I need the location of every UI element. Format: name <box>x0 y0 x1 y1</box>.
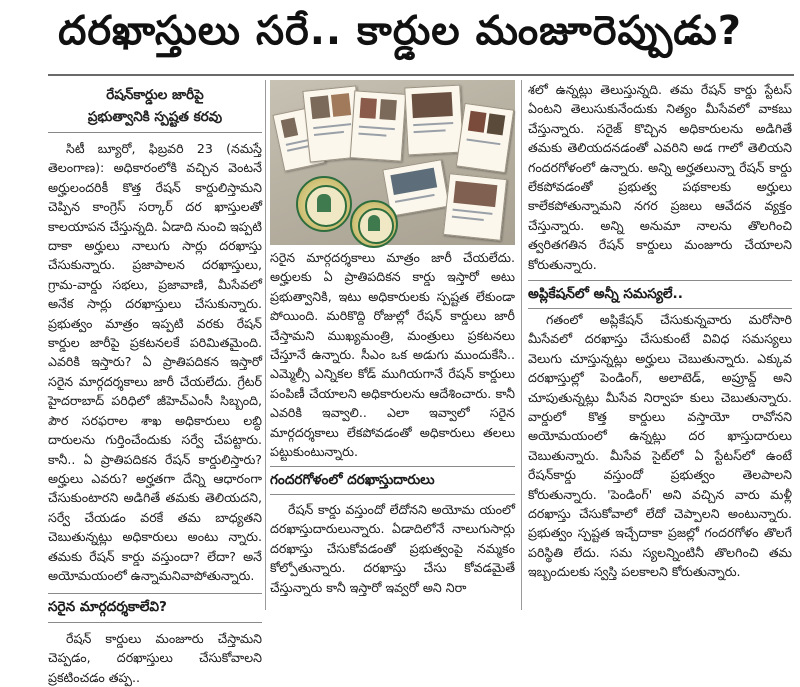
column-2-tail-wrap <box>270 500 515 610</box>
column-divider <box>265 80 266 610</box>
column-3-subhead-wrap <box>528 280 792 309</box>
subhead-applicants-confused: గందరగోళంలో దరఖాస్తుదారులు <box>270 466 515 495</box>
column-1-paragraph: సిటీ బ్యూరో, ఫిబ్రవరి 23 (నమస్తే తెలంగాణ): అధికారంలోకి వచ్చిన వెంటనే అర్హులందరికీ కొత్త రేషన్ కార్డులిస్తామని చెప్పిన కాంగ్రెస్ సర్కార్ దర ఖాస్తులతో కాలయాపన చేస్తున్నది. ఏడాది నుంచి ఇప్పటి దాకా అర్హులు నాలుగు సార్లు దరఖాస్తు చేసుకున్నారు. ప్రజాపాలన దరఖాస్తులు, గ్రామ-వార్డు సభలు, ప్రజావాణి, మీసేవలో అనేక సార్లు దరఖాస్తులు చేసుకున్నారు. ప్రభుత్వం మాత్రం ఇప్పటి వరకు రేషన్ కార్డుల జారీపై ప్రకటనలకే పరిమితమైంది. ఎవరికి ఇస్తారు? ఏ ప్రాతిపదికన ఇస్తారో సరైన మార్గదర్శకాలు జారీ చేయలేదు. గ్రేటర్ హైదరాబాద్ పరిధిలో జీహెచ్ఎంసీ సిబ్బంది, పౌర సరఫరాల శాఖ అధికారులు లబ్ధి దారులను గుర్తించేందుకు సర్వే చేపట్టారు. కానీ.. ఏ ప్రాతిపదికన రేషన్ కార్డులిస్తారు? అర్హులు ఎవరు? అర్హతగా దేన్ని ఆధారంగా చేసుకుంటారని అడిగితే తమకు తెలియదని, సర్వే చేయడం వరకే తమ బాధ్యతని చెబుతున్నట్లు అధికారులు అంటు న్నారు. తమకు రేషన్ కార్డు వస్తుందా? లేదా? అనే అయోమయంలో ఉన్నామనివాపోతున్నారు. <box>48 141 262 583</box>
subhead-application-problems: అప్లికేషన్‌లో అన్నీ సమస్యలే.. <box>528 280 792 309</box>
ration-card <box>350 90 407 161</box>
column-1-tail: రేషన్ కార్డులు మంజూరు చేస్తామని చెప్పడం, దరఖాస్తులు చేసుకోవాలని ప్రకటించడం తప్ప.. <box>48 630 262 685</box>
kicker <box>48 84 262 133</box>
ration-card <box>404 85 463 156</box>
headline-rule <box>48 74 794 76</box>
column-2-paragraph: సరైన మార్గదర్శకాలు మాత్రం జారీ చేయలేదు. అర్హులకు ఏ ప్రాతిపదికన కార్డు ఇస్తారో అటు ప్రభుత్వానికి, ఇటు అధికారులకు స్పష్టత లేకుండా పోయింది. మరికొద్ది రోజుల్లో రేషన్ కార్డులు జారీ చేస్తామని ముఖ్యమంత్రి, మంత్రులు ప్రకటనలు చేస్తూనే ఉన్నారు. సీఎం ఒక అడుగు ముందుకేసి.. ఎమ్మెల్సీ ఎన్నికల కోడ్ ముగియగానే రేషన్ కార్డులు పంపిణీ చేయాలని అధికారులను ఆదేశించారు. కానీ ఎవరికి ఇవ్వాలి.. ఎలా ఇవ్వాలో సరైన మార్గదర్శకాలు లేకపోవడంతో అధికారులు తలలు పట్టుకుంటున్నారు. <box>270 250 515 460</box>
column-3-tail: గతంలో అప్లికేషన్ చేసుకున్నవారు మరోసారి మీసేవలో దరఖాస్తు చేసుకుంటే వివిధ సమస్యలు వెలుగు చూస్తున్నట్లు అర్హులు చెబుతున్నారు. ఎక్కువ దరఖాస్తుల్లో పెండింగ్, అలాటెడ్, అప్రూవ్డ్ అని చూపుతున్నట్లు మీసేవ నిర్వాహ కులు చెబుతున్నారు. వార్డులో కొత్త కార్డులు వస్తాయో రావోనని అయోమయంలో ఉన్నట్లు దర ఖాస్తుదారులు చెబుతున్నారు. మీసేవ సైట్‌లో ఏ స్టేటస్‌లో ఉంటే రేషన్‌కార్డు వస్తుందో ప్రభుత్వం తెలపాలని కోరుతున్నారు. 'పెండింగ్' అని వచ్చిన వారు మళ్లీ దరఖాస్తు చేసుకోవాలో లేదో చెప్పాలని అంటున్నారు. ప్రభుత్వం స్పష్టత ఇచ్చేదాకా ప్రజల్లో గందరగోళం తొలగే పరిస్థితి లేదు. సమ స్యలన్నింటినీ తొలగించి తమ ఇబ్బందులకు స్వస్తి పలకాలని కోరుతున్నారు. <box>528 312 792 580</box>
telangana-seal-icon <box>296 176 352 232</box>
kicker-line-2: ప్రభుత్వానికి స్పష్టత కరవు <box>87 109 223 125</box>
ration-card <box>456 103 514 173</box>
column-3 <box>528 80 792 276</box>
column-3-tail-wrap <box>528 310 792 610</box>
ration-cards-photo <box>270 80 515 245</box>
ration-card <box>443 173 507 241</box>
headline: దరఖాస్తులు సరే.. కార్డుల మంజూరెప్పుడు? <box>58 8 742 54</box>
subhead-guidelines: సరైన మార్గదర్శకాలేవి? <box>48 593 262 622</box>
column-2-tail: రేషన్ కార్డు వస్తుందో లేదోనని అయోమ యంలో దరఖాస్తుదారులున్నారు. ఏడాదిలోనే నాలుగుసార్లు దరఖాస్తు చేసుకోవడంతో ప్రభుత్వంపై నమ్మకం కోల్పోతున్నారు. దరఖాస్తు చేసు కోవడమైతే చేస్తున్నారు కానీ ఇస్తారో ఇవ్వరో అని నిరా <box>270 502 515 595</box>
column-1 <box>48 80 262 685</box>
column-divider <box>521 80 522 610</box>
column-3-paragraph: శలో ఉన్నట్లు తెలుస్తున్నది. తమ రేషన్ కార్డు స్టేటస్ ఏంటని తెలుసుకునేందుకు నిత్యం మీసేవలో వాకబు చేస్తున్నారు. సరైజ్ కొచ్చిన అధికారులను అడిగితే తమకు తెలియదనడంతో ఎవరిని అడ గాలో తెలియని గందరగోళంలో ఉన్నారు. అన్ని అర్హతలున్నా రేషన్ కార్డు లేకపోవడంతో ప్రభుత్వ పథకాలకు అర్హులు కాలేకపోతున్నామని నగర ప్రజలు ఆవేదన వ్యక్తం చేస్తున్నారు. అన్ని అనుమా నాలను తొలగించి త్వరితగతిన రేషన్ కార్డులు మంజూరు చేయాలని కోరుతున్నారు. <box>528 82 792 272</box>
telangana-seal-icon <box>350 200 398 248</box>
column-2-subhead-wrap <box>270 466 515 495</box>
kicker-line-1: రేషన్‌కార్డుల జారీపై <box>106 87 204 103</box>
column-2 <box>270 248 515 460</box>
